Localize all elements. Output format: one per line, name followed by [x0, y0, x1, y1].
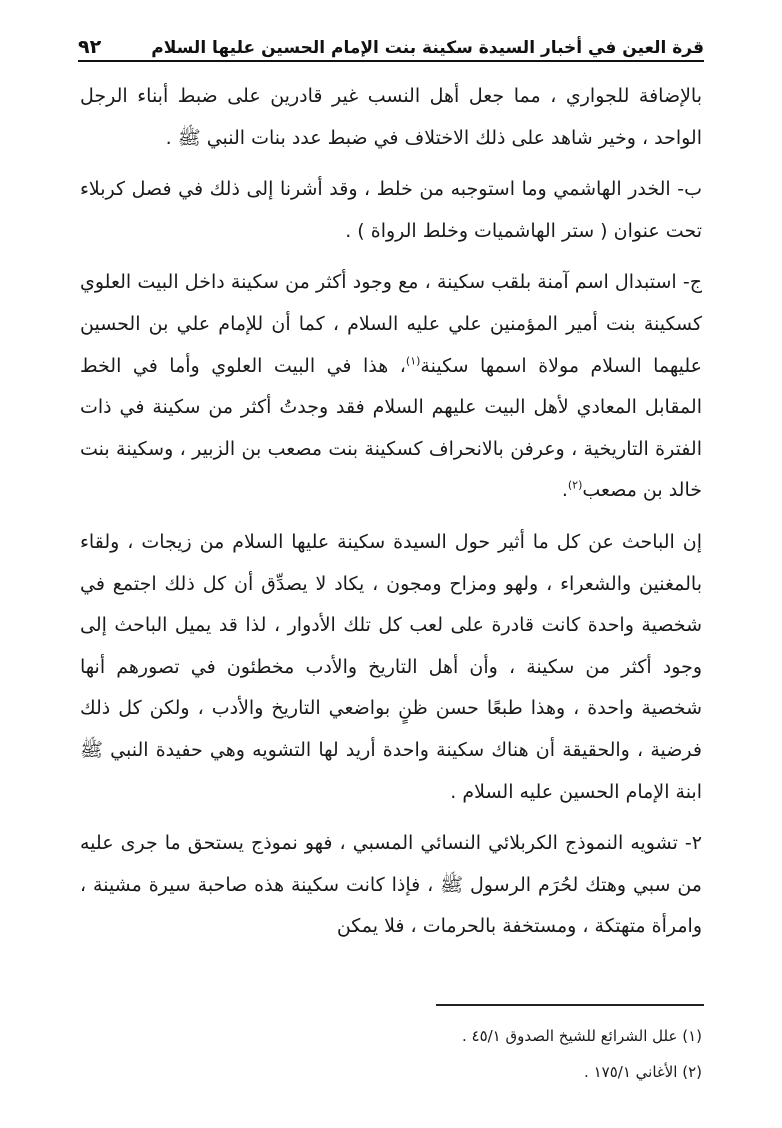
paragraph-3-text-a: استبدال اسم آمنة بلقب سكينة ، مع وجود أكثر من سكينة داخل البيت العلوي كسكينة بنت أمير المؤمنين علي عليه السلام ، كما أن للإمام علي بن الحسين عليهما السلام مولاة اسمها سكينة: [80, 271, 702, 377]
paragraph-5: [80, 823, 702, 948]
header-title: قرة العين في أخبار السيدة سكينة بنت الإمام الحسين عليها السلام: [151, 38, 704, 58]
footnote-ref-1[interactable]: (١): [405, 354, 421, 368]
paragraph-1: بالإضافة للجواري ، مما جعل أهل النسب غير قادرين على ضبط أبناء الرجل الواحد ، وخير شاهد على ذلك الاختلاف في ضبط عدد بنات النبي ﷺ .: [80, 85, 702, 149]
paragraph-2: [80, 169, 702, 252]
footnote-2: (٢) الأغاني ١٧٥/١ .: [584, 1063, 702, 1081]
paragraph-3-marker: ج-: [682, 271, 702, 294]
paragraph-2-marker: ب-: [677, 178, 702, 201]
paragraph-2-text: الخدر الهاشمي وما استوجبه من خلط ، وقد أشرنا إلى ذلك في فصل كربلاء تحت عنوان ( ستر الهاشميات وخلط الرواة ) .: [80, 178, 702, 242]
paragraph-3-text-c: .: [561, 479, 568, 502]
footnote-1: (١) علل الشرائع للشيخ الصدوق ٤٥/١ .: [461, 1027, 702, 1045]
main-text: [80, 76, 702, 958]
paragraph-4: إن الباحث عن كل ما أثير حول السيدة سكينة عليها السلام من زيجات ، ولقاء بالمغنين والشعراء ، ولهو ومزاح ومجون ، يكاد لا يصدِّق أن كل ذلك اجتمع في شخصية واحدة كانت قادرة على لعب كل تلك الأدوار ، لذا قد يميل الباحث إلى وجود أكثر من سكينة ، وأن أهل التاريخ والأدب مخطئون في تصورهم أنها شخصية واحدة ، وهذا طبعًا حسن ظنٍ بواضعي التاريخ والأدب ، ولكن كل ذلك فرضية ، والحقيقة أن هناك سكينة واحدة أريد لها التشويه وهي حفيدة النبي ﷺ ابنة الإمام الحسين عليه السلام .: [80, 530, 702, 803]
paragraph-5-marker: ٢-: [684, 832, 702, 855]
footnote-ref-2[interactable]: (٢): [567, 479, 583, 493]
paragraph-3-text-b: ، هذا في البيت العلوي وأما في الخط المقابل المعادي لأهل البيت عليهم السلام فقد وجدتُ أكثر من سكينة في ذات الفترة التاريخية ، وعرفن بالانحراف كسكينة بنت مصعب بن الزبير ، وسكينة بنت خالد بن مصعب: [80, 354, 702, 502]
paragraph-5-text: تشويه النموذج الكربلائي النسائي المسبي ، فهو نموذج يستحق ما جرى عليه من سبي وهتك لحُرَم الرسول ﷺ ، فإذا كانت سكينة هذه صاحبة سيرة مشينة ، وامرأة متهتكة ، ومستخفة بالحرمات ، فلا يمكن: [80, 832, 702, 938]
running-header: [78, 24, 704, 62]
footnote-divider: [436, 1004, 704, 1006]
paragraph-3: [80, 262, 702, 512]
footnotes: [80, 1018, 702, 1090]
page-number: ٩٢: [78, 36, 102, 58]
